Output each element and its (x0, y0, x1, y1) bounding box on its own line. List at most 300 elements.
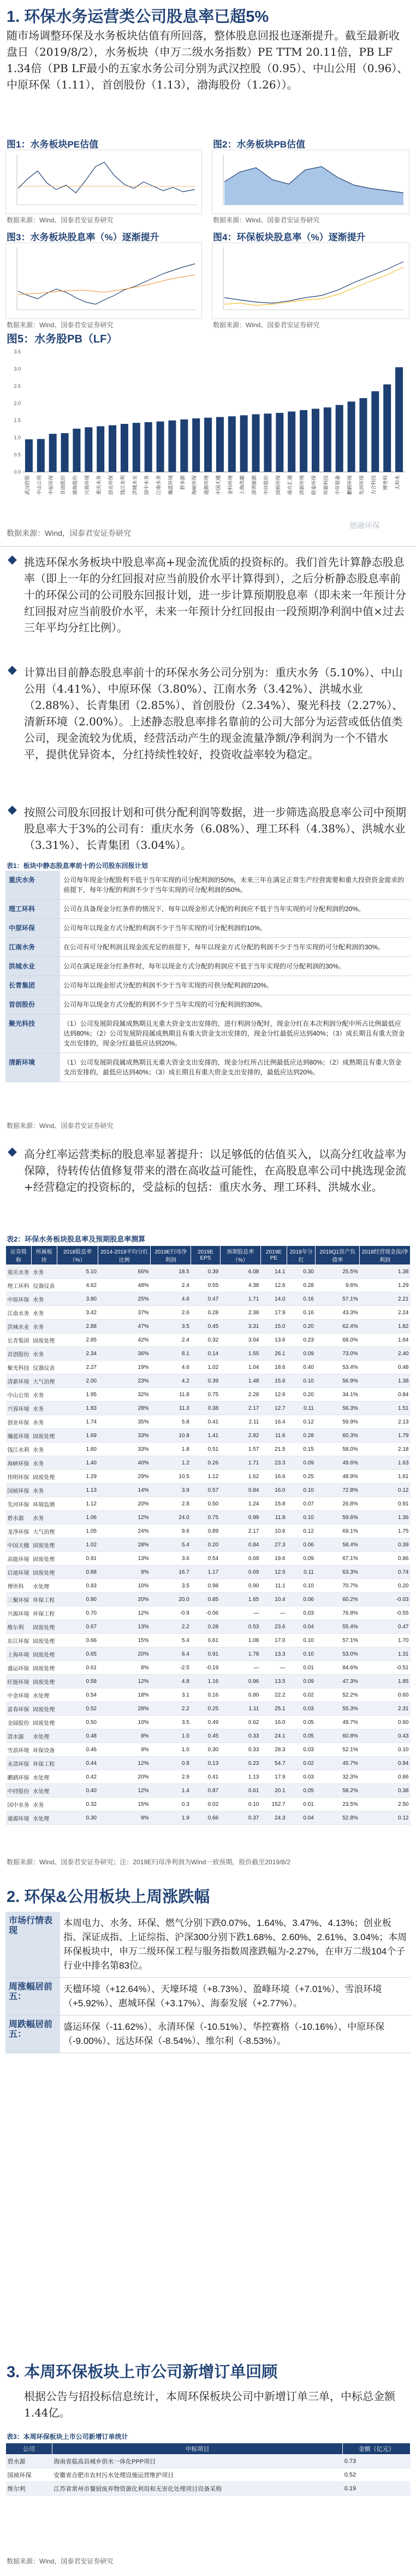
table-cell: 0.49 (191, 1716, 220, 1729)
table-cell: 6.4 (151, 1647, 191, 1661)
table-cell: 水务 (31, 1320, 57, 1333)
category-label: 国祯环保 (275, 475, 281, 495)
table-cell: 58.0% (316, 1443, 360, 1456)
table-cell: 3.31 (220, 1320, 260, 1333)
table-cell: 4.8 (151, 1675, 191, 1688)
bar (168, 421, 176, 472)
table-cell: 0.94 (360, 1757, 411, 1770)
section-title: 本周环保板块上市公司新增订单回顾 (24, 2364, 278, 2381)
table-cell: 0.55 (191, 1279, 220, 1292)
table-cell: 东江环保 (6, 1634, 32, 1647)
table-cell: 环保工程 (31, 1606, 57, 1620)
table-cell: 53.0% (316, 1647, 360, 1661)
table-cell: 雪浪环境 (6, 1743, 32, 1757)
table-row (6, 1634, 411, 1647)
table-row (6, 1361, 411, 1374)
table-cell: 先河环保 (6, 1497, 32, 1511)
bar (312, 409, 319, 472)
table-cell: 0.85 (191, 1593, 220, 1606)
table-cell: 4.6 (151, 1361, 191, 1374)
table-cell: 12.6 (260, 1388, 287, 1402)
table-cell: 固废处理 (31, 1620, 57, 1634)
fig3-chart (5, 243, 202, 319)
table-cell: 固废处理 (31, 1661, 57, 1675)
table-row (5, 1053, 411, 1082)
table-cell: 1.41 (191, 1429, 220, 1443)
table-cell: 0.52 (343, 2468, 411, 2482)
table-cell: 0.90 (220, 1579, 260, 1593)
table3-source: 数据来源：Wind，国泰君安证券研究 (7, 2557, 114, 2565)
table-cell: 23.3 (260, 1456, 287, 1470)
table-cell: 13.5 (260, 1675, 287, 1688)
table-cell: 0.38 (360, 1784, 411, 1798)
table-cell: 0.66 (57, 1634, 98, 1647)
table-cell: — (220, 1661, 260, 1675)
table-cell: 1.48 (220, 1374, 260, 1388)
table-cell: 0.10 (220, 1798, 260, 1811)
table-cell: 16.0 (260, 1716, 287, 1729)
table-cell: 1.55 (220, 1347, 260, 1361)
table-cell: 0.30 (191, 1743, 220, 1757)
gainers-text: 天楹环境（+12.64%）、天壕环境（+8.73%）、盈峰环境（+7.01%）、雪浪环境（+5.92%）、惠城环保（+3.17%）、海泰发展（+2.77%）。 (60, 1978, 411, 2016)
bar (85, 427, 92, 472)
table-cell: 12% (98, 1784, 151, 1798)
section2-heading (7, 1884, 210, 1907)
table-row (5, 976, 411, 995)
table-cell: 0.65 (57, 1647, 98, 1661)
table-cell: 11.8 (260, 1511, 287, 1525)
table-cell: 水务 (31, 1484, 57, 1497)
bar (145, 422, 152, 472)
table-cell: 0.67 (57, 1620, 98, 1634)
env-dividend-chart (212, 243, 410, 320)
table3 (5, 2443, 411, 2496)
bullet-icon: ◆ (8, 803, 17, 817)
section-title: 环保&公用板块上周涨跌幅 (24, 1888, 210, 1906)
table-cell: 15.6 (260, 1374, 287, 1388)
table-cell: 0.20 (287, 1320, 316, 1333)
table-cell: 1.11 (220, 1702, 260, 1716)
table-cell: 1.71 (220, 1456, 260, 1470)
table-cell: 12.6 (260, 1279, 287, 1292)
table1-title: 表1：板块中静态股息率前十的公司股东回报计划 (7, 862, 148, 870)
table-cell: 0.91 (191, 1647, 220, 1661)
table-cell: 4.6 (151, 1292, 191, 1306)
table-cell: 1.0 (151, 1743, 191, 1757)
table-cell: 32% (98, 1388, 151, 1402)
pb-area-chart (212, 150, 410, 215)
market-table (5, 1912, 411, 2053)
table-cell: 3.6 (151, 1552, 191, 1565)
table-cell: 0.09 (287, 1552, 316, 1565)
table-row (6, 1415, 411, 1429)
table-cell: 0.53 (220, 1620, 260, 1634)
gainers-label: 周涨幅居前五： (5, 1978, 60, 2016)
table-cell: 0.26 (191, 1456, 220, 1470)
table-cell: 2.28 (220, 1388, 260, 1402)
table-cell: 0.10 (287, 1579, 316, 1593)
table-cell: 16.7 (151, 1565, 191, 1579)
column-header: 2018股息率（%） (57, 1246, 98, 1265)
table-cell: 9% (98, 1565, 151, 1579)
bar (37, 439, 45, 472)
table-cell: 0.50 (191, 1497, 220, 1511)
y-tick-label: 3.5 (14, 349, 21, 355)
table-cell: 1.75 (360, 1525, 411, 1538)
table-row (6, 1456, 411, 1470)
table-cell: 1.29 (57, 1470, 98, 1484)
table-cell: 0.05 (287, 1716, 316, 1729)
category-label: 南方汇通 (287, 475, 293, 495)
table-cell: 32.3% (316, 1770, 360, 1784)
table-cell: 1.02 (57, 1538, 98, 1552)
table-cell: 3.1 (151, 1688, 191, 1702)
bar (336, 405, 343, 472)
table-cell: 36% (98, 1347, 151, 1361)
table-cell: 维尔利 (6, 2482, 52, 2496)
table-cell: 53.4% (316, 1361, 360, 1374)
table-cell: 1.13 (220, 1770, 260, 1784)
bar (204, 418, 212, 472)
category-label: 中国天楹 (215, 475, 221, 495)
bullet-icon: ◆ (8, 553, 17, 566)
table-cell: 15% (98, 1634, 151, 1647)
table-cell: 0.61 (57, 1661, 98, 1675)
pe-series-line (18, 162, 195, 193)
table-cell: 68.0% (316, 1333, 360, 1347)
table-cell: 水务 (31, 1402, 57, 1415)
table-cell: 14.0 (260, 1292, 287, 1306)
table-row (6, 1647, 411, 1661)
category-label: 深圳能源 (251, 475, 257, 495)
table-cell: 2.4 (151, 1279, 191, 1292)
table-cell: 4.62 (57, 1279, 98, 1292)
table-cell: — (260, 1606, 287, 1620)
table-cell: 0.09 (287, 1347, 316, 1361)
table-cell: 69.1% (316, 1525, 360, 1538)
table-row (6, 1606, 411, 1620)
column-header: 2019E归母净利润 (151, 1246, 191, 1265)
table-cell: 0.54 (191, 1552, 220, 1565)
table-cell: 12% (98, 1511, 151, 1525)
table-row (6, 2482, 411, 2496)
column-header: 2019E EPS (191, 1246, 220, 1265)
table-cell: 1.4 (151, 1784, 191, 1798)
table-cell: 28% (98, 1702, 151, 1716)
table-cell: 0.83 (57, 1579, 98, 1593)
table-cell: 1.8 (151, 1443, 191, 1456)
table-row (6, 2455, 411, 2468)
category-label: 环能科技 (323, 475, 329, 495)
table-cell: 固废处理 (31, 1675, 57, 1688)
table-cell: 0.28 (287, 1429, 316, 1443)
table-cell: 25% (98, 1292, 151, 1306)
table-cell: 伟明环保 (6, 1470, 32, 1484)
section-title: 环保水务运营类公司股息率已超5% (24, 8, 269, 26)
table-cell: 28% (98, 1538, 151, 1552)
table-cell: 2.4 (151, 1333, 191, 1347)
table-cell: 0.12 (360, 1811, 411, 1825)
table-cell: 0.96 (220, 1675, 260, 1688)
bar (395, 367, 403, 472)
table-cell: 水务 (31, 1456, 57, 1470)
table-cell: 0.62 (220, 1716, 260, 1729)
table-cell: 0.05 (287, 1784, 316, 1798)
table-cell: 0.84 (220, 1484, 260, 1497)
table-cell: 56.9% (316, 1374, 360, 1388)
table-cell: 152.7 (260, 1798, 287, 1811)
table-cell: 固废处理 (31, 1552, 57, 1565)
fig4-chart (212, 243, 409, 319)
table-cell: 42% (98, 1333, 151, 1347)
table-cell: 3.5 (151, 1579, 191, 1593)
table-cell: 12% (98, 1606, 151, 1620)
table-cell: 0.41 (191, 1770, 220, 1784)
table-cell: 创业环保 (6, 1415, 32, 1429)
table-cell: 环境监测 (31, 1497, 57, 1511)
table-cell: 56.3% (316, 1402, 360, 1415)
table-cell: 18.5 (151, 1265, 191, 1279)
water-dividend-line-2 (18, 275, 195, 294)
table-cell: 0.10 (287, 1511, 316, 1525)
table-cell: 6.08 (220, 1265, 260, 1279)
table-cell: 29% (98, 1470, 151, 1484)
table-cell: 16.6 (260, 1470, 287, 1484)
table-cell: 2.38 (220, 1306, 260, 1320)
return-plan: 公司在具备现金分红条件的情况下，每年以现金形式分配的利润应不低于当年实现的可分配利润的20%。 (60, 900, 411, 919)
table-row (5, 995, 411, 1014)
fig5-caption: 图5：水务股PB（LF） (7, 333, 118, 345)
table-cell: 35% (98, 1415, 151, 1429)
table-cell: 12.7 (260, 1402, 287, 1415)
table-row (6, 1265, 411, 1279)
table-cell: 0.50 (57, 1716, 98, 1729)
table-cell: 0.40 (287, 1361, 316, 1374)
table-cell: 1.2 (151, 1456, 191, 1470)
table-cell: 固废处理 (31, 1565, 57, 1579)
bar (49, 434, 57, 472)
table-cell: 0.41 (191, 1415, 220, 1429)
table-cell: 0.42 (57, 1770, 98, 1784)
table-cell: 0.33 (220, 1729, 260, 1743)
table-cell: 钱江水利 (6, 1443, 32, 1456)
y-tick-label: 3.0 (14, 366, 21, 372)
table-cell: 20% (98, 1647, 151, 1661)
table-cell: 洪城水业 (6, 1320, 32, 1333)
table-cell: 1.24 (220, 1497, 260, 1511)
table-cell: 中国天楹 (6, 1538, 32, 1552)
table-cell: — (220, 1606, 260, 1620)
bar (240, 415, 248, 472)
table-cell: 45.7% (316, 1757, 360, 1770)
table-cell: 首创股份 (6, 1347, 32, 1361)
table-cell: 0.73 (343, 2455, 411, 2468)
table-cell: 0.32 (57, 1798, 98, 1811)
table-cell: 0.09 (287, 1456, 316, 1470)
table-row (5, 938, 411, 957)
table-cell: 26.1 (260, 1347, 287, 1361)
table-row (6, 1374, 411, 1388)
table-cell: 0.33 (220, 1743, 260, 1757)
shareholder-return-table (5, 871, 411, 1082)
table-cell: 2.21 (360, 1292, 411, 1306)
table-cell: 52.8% (316, 1811, 360, 1825)
table-cell: 25.5% (316, 1265, 360, 1279)
table-cell: 2.11 (220, 1415, 260, 1429)
table-cell: 3.5 (151, 1716, 191, 1729)
table-cell: 0.57 (191, 1484, 220, 1497)
bar (121, 424, 128, 472)
table-cell: 2.31 (360, 1702, 411, 1716)
water-dividend-chart (6, 243, 203, 320)
table-cell: 33% (98, 1429, 151, 1443)
table2-title: 表2：环保水务板块股息率及预期股息率测算 (7, 1235, 146, 1243)
table-cell: 8% (98, 1661, 151, 1675)
table-cell: 启迪环境 (6, 1565, 32, 1579)
table-cell: 龙净环保 (6, 1525, 32, 1538)
table-cell: 8% (98, 1729, 151, 1743)
bar (216, 417, 224, 472)
bar (228, 416, 236, 472)
table-cell: 24.0 (151, 1511, 191, 1525)
table-cell: 2.34 (57, 1347, 98, 1361)
table-cell: 江南水务 (6, 1306, 32, 1320)
table-cell: 0.19 (343, 2482, 411, 2496)
table-cell: 1.38 (360, 1374, 411, 1388)
table-cell: 1.02 (191, 1361, 220, 1374)
table-cell: 3.42 (57, 1306, 98, 1320)
table-cell: 1.79 (360, 1429, 411, 1443)
section3-text: 根据公告与招投标信息统计，本周环保板块公司中新增订单三单，中标总金额1.44亿。 (24, 2390, 395, 2419)
table-cell: 23.6 (260, 1620, 287, 1634)
table-row (6, 1347, 411, 1361)
return-plan: 公司在满足现金分红条件时，每年以现金方式分配的利润应不低于当年实现的可分配利润的30%。 (60, 957, 411, 976)
table-cell: 0.09 (287, 1675, 316, 1688)
table-cell: 0.98 (191, 1579, 220, 1593)
table-cell: 55.3% (316, 1702, 360, 1716)
bullet-icon: ◆ (8, 663, 17, 677)
section1-heading (7, 4, 269, 27)
company-name: 理工环科 (5, 900, 60, 919)
fig5-source: 数据来源：Wind，国泰君安证券研究 (7, 529, 131, 537)
table-cell: 10% (98, 1716, 151, 1729)
table-cell: 10.5 (151, 1470, 191, 1484)
table-cell: 18% (98, 1688, 151, 1702)
table-cell: 通源环境 (6, 1811, 32, 1825)
table-cell: 海南省临高县城乡供水一体化PPP项目 (52, 2455, 342, 2468)
table-row (6, 1306, 411, 1320)
table-cell: 60.3% (316, 1429, 360, 1443)
table-row (6, 1620, 411, 1634)
table-cell: 仪器仪表 (31, 1279, 57, 1292)
table-cell: 0.80 (57, 1593, 98, 1606)
table-row (5, 900, 411, 919)
bar (288, 411, 295, 472)
table-row (6, 1770, 411, 1784)
table-cell: 0.04 (287, 1811, 316, 1825)
table1 (5, 871, 411, 1082)
table-cell: 1.85 (360, 1675, 411, 1688)
table-cell: 60.8% (316, 1729, 360, 1743)
table-cell: -0.03 (360, 1593, 411, 1606)
table-cell: 28% (98, 1402, 151, 1415)
table-cell: 52.2% (316, 1688, 360, 1702)
table-cell: 固废处理 (31, 1716, 57, 1729)
category-label: 博世科 (383, 475, 389, 491)
table-cell: 1.12 (57, 1497, 98, 1511)
table-cell: 2.50 (360, 1798, 411, 1811)
table-row (6, 1811, 411, 1825)
bar (61, 433, 69, 472)
table-cell: 4.38 (220, 1279, 260, 1292)
table-cell: 瀚蓝环境 (6, 1429, 32, 1443)
table2 (5, 1245, 411, 1825)
table-cell: 理工环科 (6, 1279, 32, 1292)
company-name: 重庆水务 (5, 871, 60, 900)
table-cell: -2.5 (151, 1661, 191, 1675)
table-cell: 上海环境 (6, 1647, 32, 1661)
table-cell: 11.6 (260, 1429, 287, 1443)
table-cell: 2.00 (57, 1374, 98, 1388)
table-cell: 0.39 (191, 1265, 220, 1279)
table-cell: 0.10 (287, 1484, 316, 1497)
table-cell: 24.3 (260, 1811, 287, 1825)
table-cell: 水务 (31, 1511, 57, 1525)
table-cell: 19% (98, 1361, 151, 1374)
table-cell: 10.6 (260, 1525, 287, 1538)
table-cell: 0.58 (57, 1675, 98, 1688)
table-cell: 1.9 (151, 1811, 191, 1825)
table-cell: 13% (98, 1552, 151, 1565)
table-cell: 0.89 (191, 1525, 220, 1538)
table-cell: 环保工程 (31, 1593, 57, 1606)
table-cell: 23.5% (316, 1798, 360, 1811)
table-cell: 1.04 (220, 1361, 260, 1374)
category-label: 首创股份 (60, 475, 66, 495)
table-cell: 0.52 (57, 1702, 98, 1716)
bar (192, 418, 200, 472)
table-row (6, 1333, 411, 1347)
company-name: 清新环境 (5, 1053, 60, 1082)
company-name: 首创股份 (5, 995, 60, 1014)
company-name: 洪城水业 (5, 957, 60, 976)
table-row (6, 1497, 411, 1511)
table-cell: 19.6 (260, 1552, 287, 1565)
table-cell: 5.4 (151, 1538, 191, 1552)
table-cell: 0.28 (287, 1279, 316, 1292)
table-cell: 中金环境 (6, 1688, 32, 1702)
table-cell: 0.03 (287, 1743, 316, 1757)
table-cell: 18.6 (260, 1361, 287, 1374)
table-cell: 重庆水务 (6, 1265, 32, 1279)
table-cell: 0.48 (360, 1361, 411, 1374)
table-cell: 1.05 (57, 1525, 98, 1538)
table-cell: 20% (98, 1593, 151, 1606)
table-cell: 水务 (31, 1415, 57, 1429)
table-cell: 13.3 (260, 1647, 287, 1661)
table-cell: 10.4 (260, 1593, 287, 1606)
table-cell: 43.3% (316, 1306, 360, 1320)
bar (133, 423, 140, 472)
category-label: 清新环境 (299, 475, 305, 495)
table-cell: 3.5 (151, 1320, 191, 1333)
table-cell: 58.2% (316, 1784, 360, 1798)
table-cell: 76.8% (316, 1606, 360, 1620)
bar (73, 429, 80, 472)
table-cell: 大气治理 (31, 1525, 57, 1538)
table-cell: 4.2 (151, 1374, 191, 1388)
category-label: 先河环保 (359, 475, 365, 495)
